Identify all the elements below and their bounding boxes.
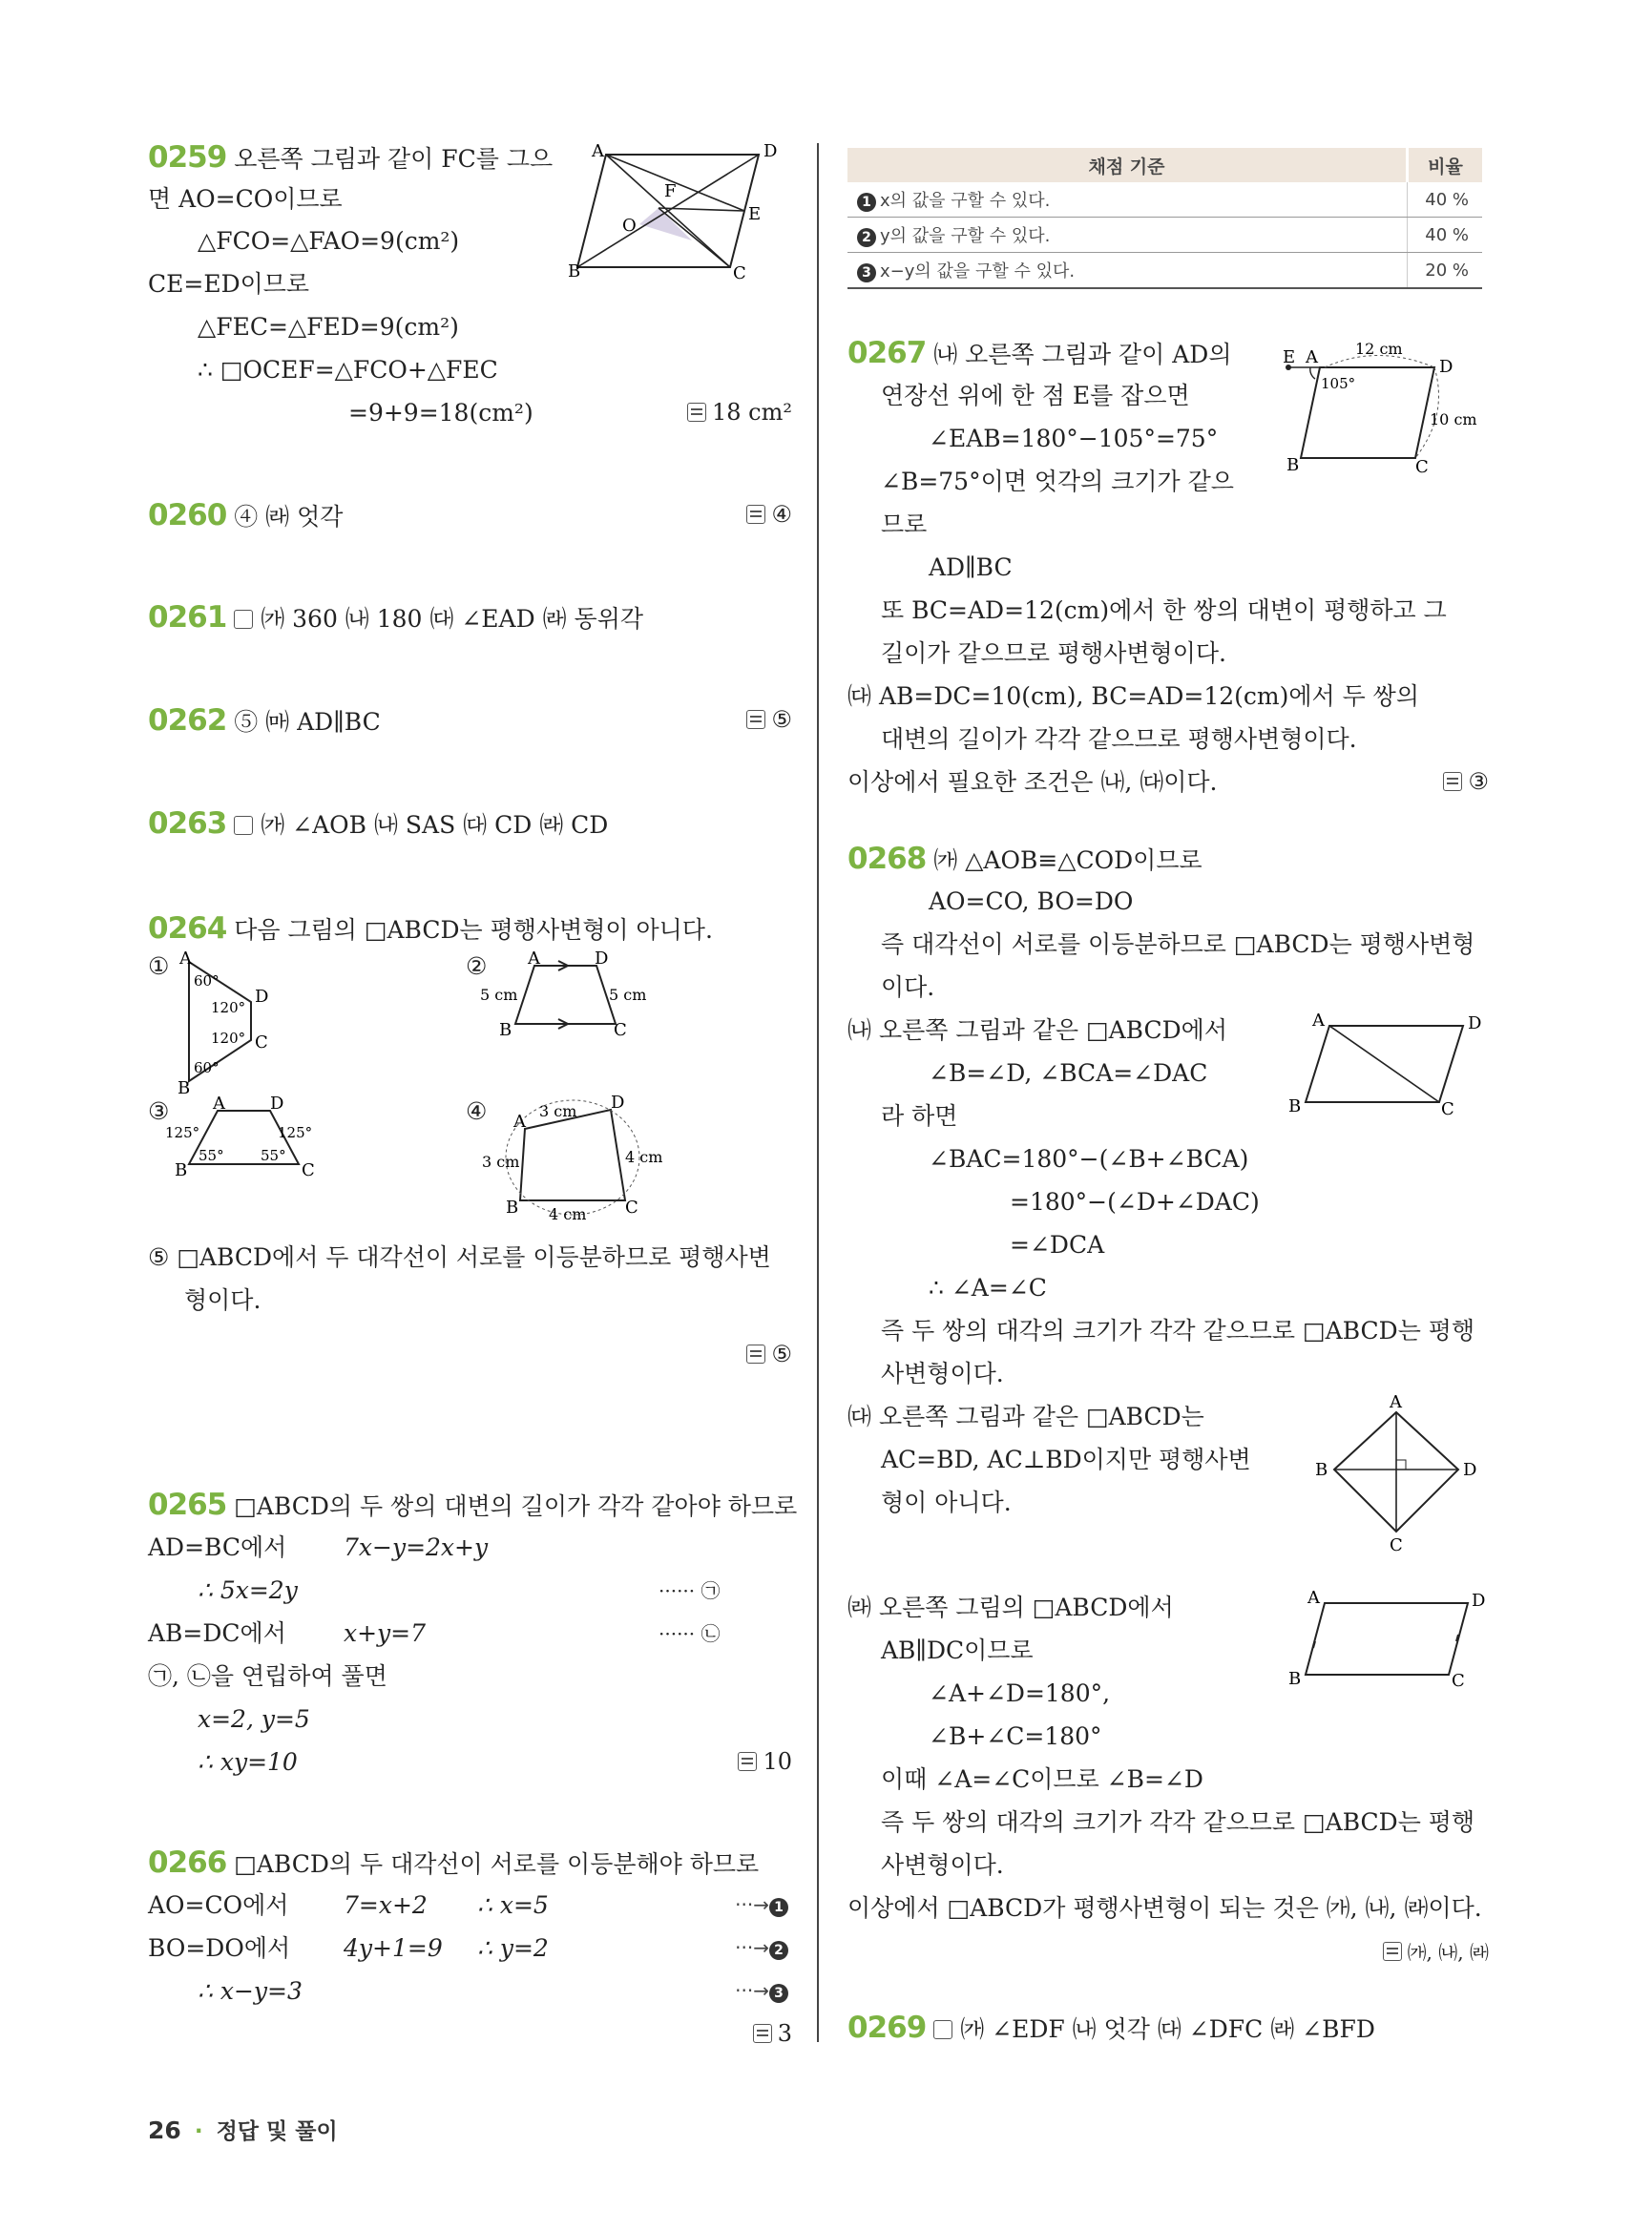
problem-number: 0261	[148, 600, 227, 635]
text-line: ㈏ 오른쪽 그림과 같은 □ABCD에서	[847, 1016, 1227, 1044]
svg-text:C: C	[302, 1160, 315, 1180]
answer-icon	[746, 1345, 765, 1364]
table-row: 3 x−y의 값을 구할 수 있다. 20 %	[847, 253, 1482, 289]
svg-text:60°: 60°	[194, 1059, 220, 1076]
answer-text: ㈎ 360 ㈏ 180 ㈐ ∠EAD ㈑ 동위각	[261, 605, 643, 633]
svg-text:4 cm: 4 cm	[549, 1205, 587, 1223]
svg-text:60°: 60°	[194, 972, 220, 990]
problem-number: 0269	[847, 2011, 927, 2045]
svg-text:D: D	[1439, 357, 1453, 377]
equation: ∴ x=5	[477, 1891, 549, 1919]
text-line: ∠B=∠D, ∠BCA=∠DAC	[929, 1059, 1208, 1087]
answer-badge: ④	[746, 501, 792, 528]
answer-badge: ③	[1443, 768, 1489, 795]
svg-text:C: C	[1452, 1671, 1465, 1691]
text-line: 이때 ∠A=∠C이므로 ∠B=∠D	[881, 1765, 1203, 1793]
text-line: AC=BD, AC⊥BD이지만 평행사변	[881, 1446, 1251, 1473]
text-line: ㉠, ㉡을 연립하여 풀면	[148, 1662, 387, 1690]
answer-text: ④ ㈑ 엇각	[234, 503, 344, 531]
parallelogram-figure-3	[1288, 1588, 1487, 1694]
svg-text:B: B	[175, 1160, 188, 1180]
equation: 4y+1=9	[344, 1934, 443, 1962]
svg-text:B: B	[178, 1078, 191, 1098]
svg-text:B: B	[499, 1020, 512, 1040]
equation-tag: ······ ㉠	[659, 1579, 721, 1602]
svg-text:B: B	[506, 1198, 519, 1218]
svg-text:D: D	[1468, 1013, 1482, 1033]
equation: ∴ x−y=3	[198, 1977, 303, 2005]
text-line: ∠BAC=180°−(∠B+∠BCA)	[929, 1145, 1249, 1173]
text-line: AD=BC에서	[148, 1533, 287, 1561]
text-line: ㈏ 오른쪽 그림과 같이 AD의	[933, 341, 1232, 368]
svg-text:B: B	[1286, 455, 1300, 475]
figure-choice-1	[175, 949, 280, 1098]
text-line: □ABCD의 두 쌍의 대변의 길이가 각각 같아야 하므로	[234, 1492, 798, 1520]
svg-text:C: C	[625, 1198, 638, 1218]
equation-tag: ······ ㉡	[659, 1622, 721, 1645]
svg-text:A: A	[1312, 1011, 1325, 1031]
text-line: 사변형이다.	[881, 1851, 1004, 1879]
svg-text:A: A	[213, 1094, 225, 1114]
text-line: 대변의 길이가 각각 같으므로 평행사변형이다.	[881, 725, 1357, 753]
text-line: =9+9=18(cm²)	[348, 399, 533, 427]
step-marker: ···→ 1	[735, 1893, 792, 1917]
text-line: ∠B=75°이면 엇각의 크기가 같으	[881, 468, 1234, 495]
svg-text:10 cm: 10 cm	[1430, 410, 1477, 428]
text-line: 오른쪽 그림과 같이 FC를 그으	[234, 145, 554, 173]
svg-text:A: A	[592, 141, 604, 161]
answer-icon	[933, 2020, 952, 2039]
text-line: ∠A+∠D=180°,	[929, 1679, 1111, 1707]
text-line: 형이다.	[184, 1286, 261, 1314]
svg-text:105°: 105°	[1321, 375, 1356, 392]
svg-text:5 cm: 5 cm	[609, 986, 647, 1004]
svg-text:D: D	[1463, 1460, 1477, 1480]
parallelogram-figure	[1277, 339, 1489, 482]
svg-text:A: A	[1307, 1588, 1320, 1608]
problem-number: 0259	[148, 140, 227, 175]
text-line: 이상에서 필요한 조건은 ㈏, ㈐이다.	[847, 768, 1218, 796]
scoring-criteria-table	[847, 148, 1482, 289]
text-line: 즉 두 쌍의 대각의 크기가 각각 같으므로 □ABCD는 평행	[881, 1317, 1475, 1345]
svg-text:C: C	[614, 1020, 627, 1040]
text-line: AD∥BC	[929, 553, 1013, 581]
answer-icon	[738, 1752, 757, 1771]
svg-text:55°: 55°	[261, 1147, 286, 1164]
equation: x+y=7	[344, 1619, 427, 1647]
text-line: 사변형이다.	[881, 1360, 1004, 1387]
svg-text:5 cm: 5 cm	[480, 986, 518, 1004]
text-line: △FCO=△FAO=9(cm²)	[198, 227, 460, 255]
answer-icon	[234, 816, 253, 835]
svg-text:C: C	[1415, 457, 1429, 477]
step-marker: ···→ 2	[735, 1936, 792, 1960]
svg-text:120°: 120°	[211, 999, 246, 1016]
svg-text:3 cm: 3 cm	[482, 1153, 520, 1171]
answer-icon	[746, 505, 765, 524]
text-line: ∠B+∠C=180°	[929, 1722, 1102, 1750]
text-line: 므로	[881, 511, 928, 538]
text-line: 이상에서 □ABCD가 평행사변형이 되는 것은 ㈎, ㈏, ㈑이다.	[847, 1894, 1482, 1922]
parallelogram-figure	[568, 141, 792, 283]
text-line: 라 하면	[881, 1102, 958, 1130]
svg-text:O: O	[622, 216, 637, 236]
svg-text:D: D	[1472, 1591, 1486, 1611]
svg-text:A: A	[179, 949, 192, 969]
footer-label: 정답 및 풀이	[216, 2119, 338, 2144]
answer-badge: ⑤	[746, 706, 792, 733]
svg-text:A: A	[528, 949, 540, 969]
choice-label: ②	[466, 952, 488, 980]
text-line: AO=CO, BO=DO	[929, 887, 1134, 915]
column-divider	[817, 143, 819, 2042]
answer-text: ㈎ ∠EDF ㈏ 엇각 ㈐ ∠DFC ㈑ ∠BFD	[960, 2015, 1375, 2043]
answer-icon	[234, 610, 253, 629]
text-line: =180°−(∠D+∠DAC)	[1010, 1188, 1260, 1216]
svg-text:D: D	[595, 949, 609, 969]
svg-text:E: E	[1283, 347, 1296, 367]
problem-number: 0266	[148, 1845, 227, 1880]
svg-text:B: B	[1288, 1096, 1302, 1116]
answer-badge: ㈎, ㈏, ㈑	[1383, 1937, 1489, 1965]
text-line: CE=ED이므로	[148, 270, 310, 298]
equation: ∴ 5x=2y	[198, 1576, 298, 1604]
text-line: 이다.	[881, 973, 935, 1001]
problem-number: 0264	[148, 911, 227, 946]
svg-text:D: D	[270, 1094, 284, 1114]
answer-icon	[1383, 1942, 1402, 1961]
svg-text:B: B	[1288, 1669, 1302, 1689]
page-number: 26	[148, 2116, 181, 2144]
text-line: ㈎ △AOB≡△COD이므로	[933, 846, 1202, 874]
svg-text:E: E	[748, 204, 762, 224]
text-line: ∠EAB=180°−105°=75°	[929, 425, 1219, 452]
svg-text:A: A	[1390, 1392, 1402, 1412]
text-line: ∴ □OCEF=△FCO+△FEC	[198, 356, 498, 384]
text-line: AB∥DC이므로	[881, 1637, 1034, 1664]
choice-label: ④	[466, 1097, 488, 1125]
text-line: ㈐ AB=DC=10(cm), BC=AD=12(cm)에서 두 쌍의	[847, 682, 1419, 710]
answer-text: ⑤ ㈒ AD∥BC	[234, 708, 381, 736]
equation: 7=x+2	[344, 1891, 428, 1919]
table-row: 1 x의 값을 구할 수 있다. 40 %	[847, 182, 1482, 218]
answer-text: ㈎ ∠AOB ㈏ SAS ㈐ CD ㈑ CD	[261, 811, 609, 839]
text-line: 면 AO=CO이므로	[148, 185, 343, 213]
equation: 7x−y=2x+y	[344, 1533, 489, 1561]
svg-text:A: A	[1306, 347, 1318, 367]
equation: x=2, y=5	[198, 1705, 310, 1733]
problem-number: 0268	[847, 842, 927, 876]
figure-choice-2	[480, 949, 647, 1040]
text-line: AB=DC에서	[148, 1619, 286, 1647]
text-line: ㈐ 오른쪽 그림과 같은 □ABCD는	[847, 1403, 1204, 1430]
answer-icon	[746, 710, 765, 729]
text-line: AO=CO에서	[148, 1891, 289, 1919]
svg-text:B: B	[1315, 1460, 1328, 1480]
svg-text:C: C	[733, 263, 746, 283]
page-footer: 26 · 정답 및 풀이	[148, 2116, 338, 2144]
svg-text:A: A	[513, 1112, 526, 1132]
table-header: 비율	[1408, 148, 1483, 182]
svg-text:F: F	[664, 181, 677, 201]
equation: ∴ xy=10	[198, 1748, 298, 1776]
svg-text:125°: 125°	[278, 1124, 313, 1141]
choice-label: ③	[148, 1097, 170, 1125]
problem-number: 0267	[847, 336, 927, 370]
text-line: 즉 두 쌍의 대각의 크기가 각각 같으므로 □ABCD는 평행	[881, 1808, 1475, 1836]
answer-badge: 3	[753, 2020, 792, 2047]
text-line: ∴ ∠A=∠C	[929, 1274, 1047, 1302]
svg-text:120°: 120°	[211, 1030, 246, 1047]
table-row: 2 y의 값을 구할 수 있다. 40 %	[847, 218, 1482, 253]
answer-badge: 10	[738, 1748, 792, 1775]
answer-icon	[753, 2024, 772, 2043]
svg-text:D: D	[611, 1093, 625, 1113]
choice-label: ①	[148, 952, 170, 980]
svg-text:55°: 55°	[199, 1147, 224, 1164]
svg-text:125°: 125°	[165, 1124, 200, 1141]
svg-text:C: C	[1390, 1535, 1403, 1555]
step-marker: ···→ 3	[735, 1979, 792, 2003]
table-header: 채점 기준	[847, 148, 1408, 182]
text-line: 연장선 위에 한 점 E를 잡으면	[881, 382, 1190, 409]
text-line: ⑤ □ABCD에서 두 대각선이 서로를 이등분하므로 평행사변	[148, 1243, 771, 1271]
text-line: 형이 아니다.	[881, 1489, 1012, 1516]
svg-text:3 cm: 3 cm	[539, 1102, 577, 1120]
svg-text:D: D	[255, 987, 269, 1007]
problem-number: 0263	[148, 806, 227, 841]
text-line: ㈑ 오른쪽 그림의 □ABCD에서	[847, 1594, 1174, 1621]
svg-text:D: D	[763, 141, 778, 161]
text-line: △FEC=△FED=9(cm²)	[198, 313, 459, 341]
kite-figure	[1306, 1393, 1487, 1565]
svg-text:4 cm: 4 cm	[625, 1148, 663, 1166]
figure-choice-4	[482, 1091, 663, 1224]
text-line: =∠DCA	[1010, 1231, 1105, 1259]
answer-badge: 18 cm²	[687, 399, 792, 426]
figure-choice-3	[165, 1094, 337, 1183]
svg-text:B: B	[568, 261, 581, 281]
answer-icon	[1443, 772, 1462, 791]
text-line: 또 BC=AD=12(cm)에서 한 쌍의 대변이 평행하고 그	[881, 596, 1447, 624]
problem-number: 0265	[148, 1488, 227, 1522]
text-line: 즉 대각선이 서로를 이등분하므로 □ABCD는 평행사변형	[881, 930, 1475, 958]
text-line: 길이가 같으므로 평행사변형이다.	[881, 639, 1226, 667]
equation: ∴ y=2	[477, 1934, 549, 1962]
parallelogram-figure-2	[1288, 1011, 1487, 1119]
answer-icon	[687, 403, 706, 422]
answer-badge: ⑤	[746, 1341, 792, 1367]
svg-text:C: C	[1441, 1099, 1454, 1119]
text-line: 다음 그림의 □ABCD는 평행사변형이 아니다.	[234, 916, 713, 944]
text-line: □ABCD의 두 대각선이 서로를 이등분해야 하므로	[234, 1850, 760, 1878]
text-line: BO=DO에서	[148, 1934, 291, 1962]
svg-text:12 cm: 12 cm	[1355, 340, 1403, 358]
problem-number: 0260	[148, 498, 227, 532]
svg-text:C: C	[255, 1032, 268, 1053]
problem-number: 0262	[148, 703, 227, 738]
